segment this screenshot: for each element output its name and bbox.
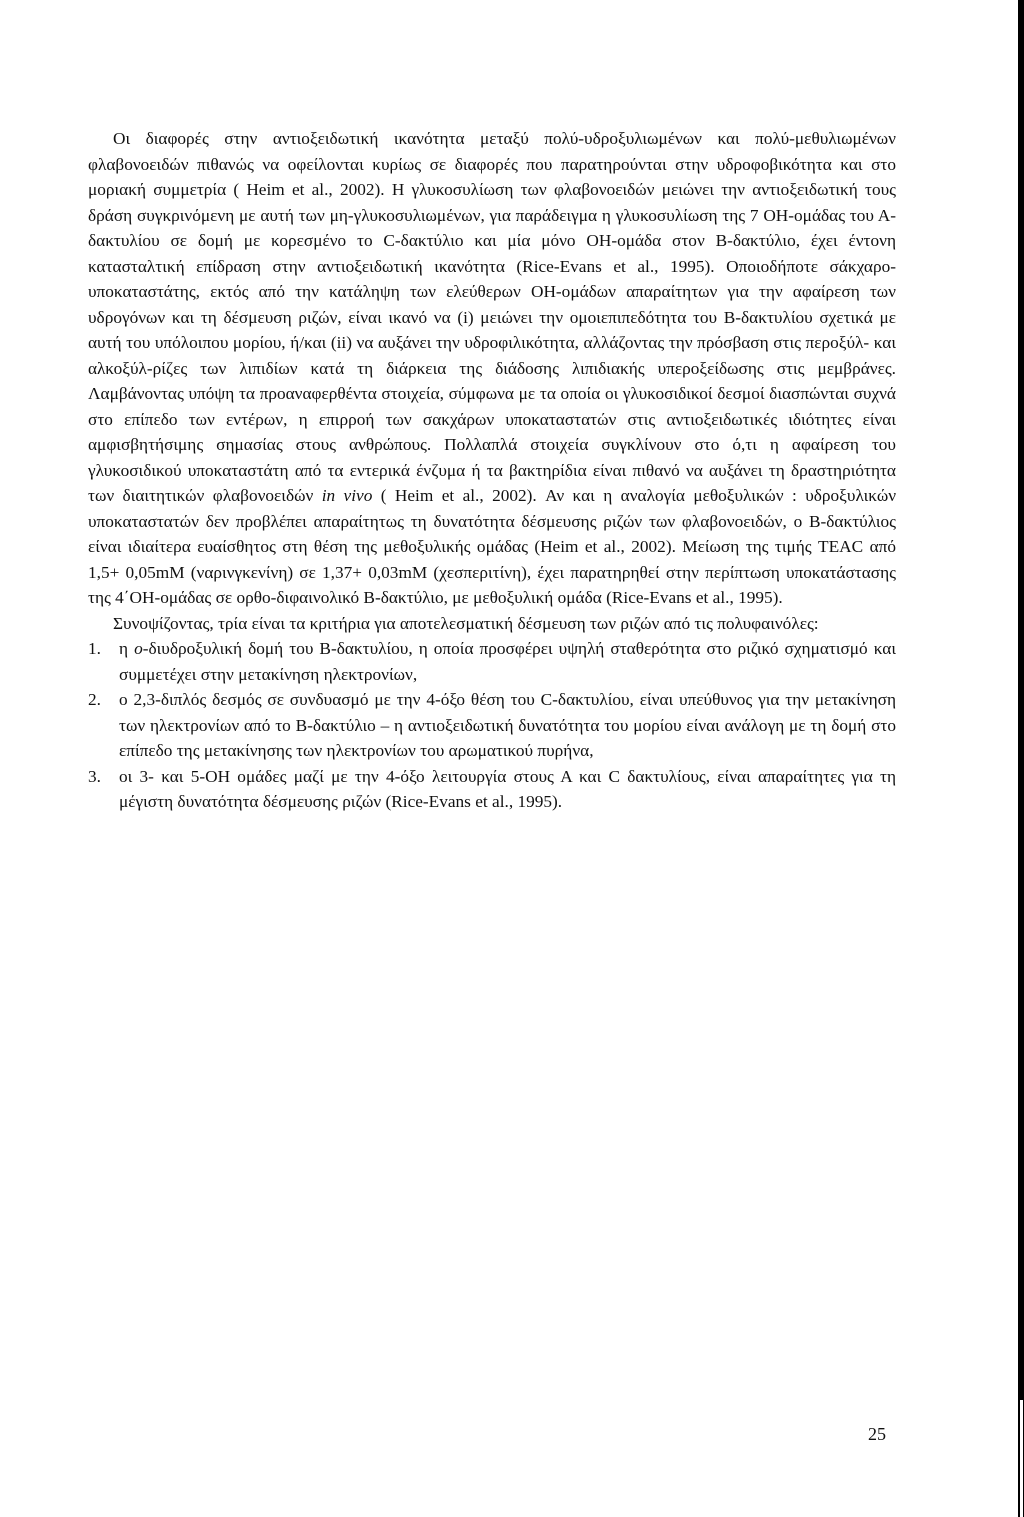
body-text (88, 126, 896, 815)
list-item-text (119, 639, 896, 684)
paragraph-summary-intro: Συνοψίζοντας, τρία είναι τα κριτήρια για αποτελεσματική δέσμευση των ριζών από τις πολυφαινόλες: (113, 613, 819, 633)
paragraph-1-part-b: ( Heim et al., 2002). Αν και η αναλογία μεθοξυλικών : υδροξυλικών υποκαταστατών δεν προβλέπει απαραίτητως τη δυνατότητα δέσμευσης ριζών των φλαβονοειδών, ο Β-δακτύλιος είναι ιδιαίτερα ευαίσθητος στη θέση της μεθοξυλικής ομάδας (Heim et al., 2002). Μείωση της τιμής TEAC από 1,5+ 0,05mM (ναρινγκενίνη) σε 1,37+ 0,03mM (χεσπεριτίνη), έχει παρατηρηθεί στην περίπτωση υποκατάστασης της 4΄ΟΗ-ομάδας σε ορθο-διφαινολικό Β-δακτύλιο, με μεθοξυλική ομάδα (Rice-Evans et al., 1995). (88, 486, 897, 607)
list-item (88, 764, 896, 815)
page-number: 25 (868, 1424, 886, 1444)
in-vivo-term: in vivo (321, 486, 373, 505)
list-item-number: 1. (88, 639, 101, 658)
ortho-prefix: o (134, 639, 143, 658)
scan-edge (1018, 0, 1024, 1517)
list-item-text: ο 2,3-διπλός δεσμός σε συνδυασμό με την 4-όξο θέση του C-δακτυλίου, είναι υπεύθυνος για την μετακίνηση των ηλεκτρονίων από το Β-δακτύλιο – η αντιοξειδωτική δυνατότητα του μορίου είναι ανάλογη με τη δομή στο επίπεδο της μετακίνησης των ηλεκτρονίων του αρωματικού πυρήνα, (119, 690, 896, 760)
list-item (88, 636, 896, 687)
list-item-number: 3. (88, 766, 101, 786)
list-item-text-part: -διυδροξυλική δομή του Β-δακτυλίου, η οποία προσφέρει υψηλή σταθερότητα στο ριζικό σχηματισμό και συμμετέχει στην μετακίνηση ηλεκτρονίων, (119, 639, 897, 684)
list-item-text: οι 3- και 5-ΟΗ ομάδες μαζί με την 4-όξο λειτουργία στους Α και C δακτυλίους, είναι απαραίτητες για τη μέγιστη δυνατότητα δέσμευσης ριζών (Rice-Evans et al., 1995). (119, 766, 896, 811)
list-item-number: 2. (88, 690, 101, 709)
list-item (88, 687, 896, 764)
paragraph-flavonoid-antioxidant (88, 126, 896, 611)
scan-edge-mark (1020, 1400, 1023, 1517)
paragraph-1-part-a: Οι διαφορές στην αντιοξειδωτική ικανότητα μεταξύ πολύ-υδροξυλιωμένων και πολύ-μεθυλιωμένων φλαβονοειδών πιθανώς να οφείλονται κυρίως σε διαφορές που παρατηρούνται στην υδροφοβικότητα και στο μοριακή συμμετρία ( Heim et al., 2002). Η γλυκοσυλίωση των φλαβονοειδών μειώνει την αντιοξειδωτική τους δράση συγκρινόμενη με αυτή των μη-γλυκοσυλιωμένων, για παράδειγμα η γλυκοσυλίωση της 7 ΟΗ-ομάδας του Α- δακτυλίου σε δομή με κορεσμένο το C-δακτύλιο και μία μόνο ΟΗ-ομάδα στον Β-δακτύλιο, έχει έντονη κατασταλτική επίδραση στην αντιοξειδωτική ικανότητα (Rice-Evans et al., 1995). Οποιοδήποτε σάκχαρο-υποκαταστάτης, εκτός από την κατάληψη των ελεύθερων ΟΗ-ομάδων απαραίτητων για την αφαίρεση των υδρογόνων και τη δέσμευση ριζών, είναι ικανό να (i) μειώνει την ομοιεπιπεδότητα του Β-δακτυλίου σχετικά με αυτή του υπόλοιπου μορίου, ή/και (ii) να αυξάνει την υδροφιλικότητα, αλλάζοντας την πρόσβαση στις περοξύλ- και αλκοξύλ-ρίζες των λιπιδίων κατά τη διάρκεια της διάδοσης λιπιδιακής υπεροξείδωσης στις μεμβράνες. Λαμβάνοντας υπόψη τα προαναφερθέντα στοιχεία, σύμφωνα με τα οποία οι γλυκοσιδικοί δεσμοί διασπώνται συχνά στο επίπεδο των εντέρων, η επιρροή των σακχάρων υποκαταστατών στις αντιοξειδωτικές ιδιότητες είναι αμφισβητήσιμης σημασίας στους ανθρώπους. Πολλαπλά στοιχεία συγκλίνουν στο ό,τι η αφαίρεση του γλυκοσιδικού υποκαταστάτη από τα εντερικά ένζυμα ή τα βακτηρίδια είναι πιθανό να αυξάνει τη δραστηριότητα των διαιτητικών φλαβονοειδών (88, 129, 896, 505)
list-item-text-part: η (119, 639, 135, 658)
criteria-list (88, 636, 896, 815)
